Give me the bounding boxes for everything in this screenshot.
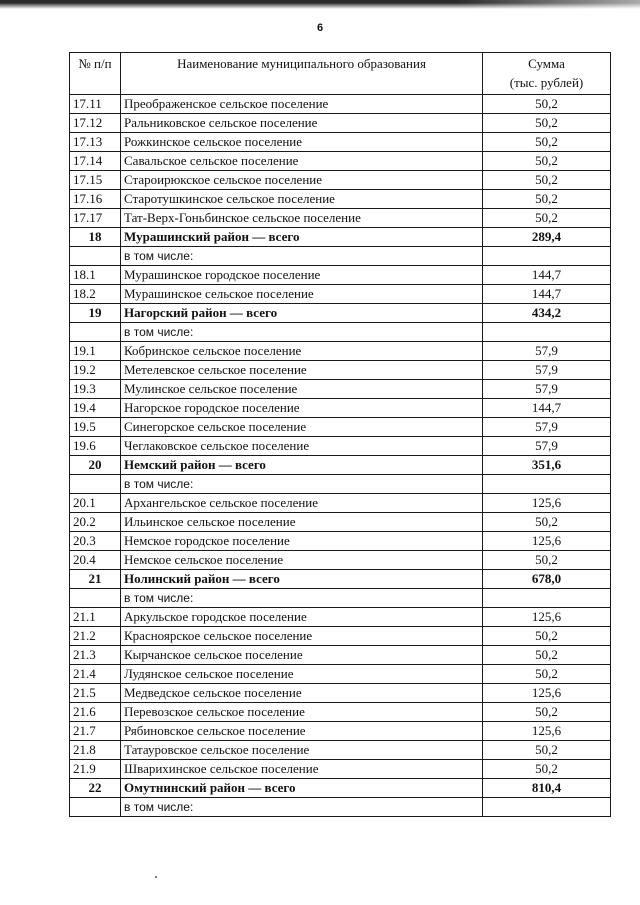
municipality-name: Ильинское сельское поселение <box>121 513 483 532</box>
row-sum: 50,2 <box>483 190 611 209</box>
row-number: 17.15 <box>70 171 121 190</box>
row-sum: 144,7 <box>483 399 611 418</box>
table-row <box>70 760 611 779</box>
row-sum: 50,2 <box>483 171 611 190</box>
row-sum: 50,2 <box>483 114 611 133</box>
row-sum <box>483 475 611 494</box>
table-row <box>70 342 611 361</box>
table-row <box>70 399 611 418</box>
table-row <box>70 608 611 627</box>
row-number <box>70 247 121 266</box>
row-number: 17.16 <box>70 190 121 209</box>
table-row <box>70 418 611 437</box>
row-number: 20.4 <box>70 551 121 570</box>
row-sum: 50,2 <box>483 133 611 152</box>
row-sum: 351,6 <box>483 456 611 475</box>
municipality-name: Немский район — всего <box>121 456 483 475</box>
table-row <box>70 703 611 722</box>
district-total-row <box>70 304 611 323</box>
municipality-name: Медведское сельское поселение <box>121 684 483 703</box>
header-municipality-name: Наименование муниципального образования <box>121 53 483 95</box>
municipality-name: в том числе: <box>121 247 483 266</box>
row-sum: 50,2 <box>483 551 611 570</box>
district-total-row <box>70 228 611 247</box>
municipality-name: Немское городское поселение <box>121 532 483 551</box>
row-sum: 50,2 <box>483 152 611 171</box>
row-number <box>70 589 121 608</box>
header-sum-line1: Сумма <box>528 56 565 71</box>
row-number: 17.11 <box>70 95 121 114</box>
row-number: 18.1 <box>70 266 121 285</box>
row-sum: 57,9 <box>483 361 611 380</box>
row-sum: 50,2 <box>483 646 611 665</box>
municipality-name: Нагорский район — всего <box>121 304 483 323</box>
row-number: 18.2 <box>70 285 121 304</box>
row-number: 21 <box>70 570 121 589</box>
table-row <box>70 513 611 532</box>
district-total-row <box>70 779 611 798</box>
row-number: 17.17 <box>70 209 121 228</box>
municipality-name: Чеглаковское сельское поселение <box>121 437 483 456</box>
table-row <box>70 380 611 399</box>
row-number: 19 <box>70 304 121 323</box>
row-number: 21.4 <box>70 665 121 684</box>
table-row <box>70 171 611 190</box>
municipality-name: Архангельское сельское поселение <box>121 494 483 513</box>
table-row <box>70 95 611 114</box>
row-number: 19.3 <box>70 380 121 399</box>
header-sum <box>483 53 611 95</box>
municipality-name: Кобринское сельское поселение <box>121 342 483 361</box>
row-sum: 125,6 <box>483 684 611 703</box>
municipality-name: Шварихинское сельское поселение <box>121 760 483 779</box>
row-number: 21.7 <box>70 722 121 741</box>
row-sum: 125,6 <box>483 532 611 551</box>
municipality-name: Старотушкинское сельское поселение <box>121 190 483 209</box>
row-sum: 50,2 <box>483 741 611 760</box>
row-number: 21.2 <box>70 627 121 646</box>
row-number: 19.2 <box>70 361 121 380</box>
row-sum: 434,2 <box>483 304 611 323</box>
municipality-name: Тат-Верх-Гоньбинское сельское поселение <box>121 209 483 228</box>
row-sum: 144,7 <box>483 285 611 304</box>
municipality-name: Татауровское сельское поселение <box>121 741 483 760</box>
row-number: 20.1 <box>70 494 121 513</box>
row-sum: 125,6 <box>483 608 611 627</box>
table-row <box>70 684 611 703</box>
table-row <box>70 532 611 551</box>
municipality-name: Ральниковское сельское поселение <box>121 114 483 133</box>
row-sum <box>483 323 611 342</box>
header-sum-line2: (тыс. рублей) <box>509 75 584 90</box>
row-number: 19.5 <box>70 418 121 437</box>
table-body <box>70 95 611 817</box>
row-sum: 57,9 <box>483 342 611 361</box>
row-sum: 50,2 <box>483 209 611 228</box>
row-sum: 50,2 <box>483 703 611 722</box>
row-number: 20 <box>70 456 121 475</box>
municipality-name: в том числе: <box>121 798 483 817</box>
including-row <box>70 475 611 494</box>
page-number: 6 <box>316 22 324 34</box>
municipality-name: Мулинское сельское поселение <box>121 380 483 399</box>
row-number: 17.12 <box>70 114 121 133</box>
municipality-name: Рябиновское сельское поселение <box>121 722 483 741</box>
municipality-name: Мурашинское сельское поселение <box>121 285 483 304</box>
row-sum <box>483 589 611 608</box>
municipality-name: Нагорское городское поселение <box>121 399 483 418</box>
table-row <box>70 152 611 171</box>
municipality-name: Савальское сельское поселение <box>121 152 483 171</box>
row-number: 21.6 <box>70 703 121 722</box>
row-number: 21.1 <box>70 608 121 627</box>
table-row <box>70 437 611 456</box>
row-sum: 57,9 <box>483 437 611 456</box>
municipality-name: Синегорское сельское поселение <box>121 418 483 437</box>
table-row <box>70 722 611 741</box>
row-sum: 57,9 <box>483 380 611 399</box>
table-row <box>70 266 611 285</box>
row-sum <box>483 247 611 266</box>
row-number: 21.5 <box>70 684 121 703</box>
including-row <box>70 247 611 266</box>
row-sum: 50,2 <box>483 665 611 684</box>
table-row <box>70 665 611 684</box>
municipality-name: Метелевское сельское поселение <box>121 361 483 380</box>
row-sum: 810,4 <box>483 779 611 798</box>
row-number: 17.13 <box>70 133 121 152</box>
table-row <box>70 190 611 209</box>
row-sum: 50,2 <box>483 627 611 646</box>
budget-allocation-table <box>69 52 611 817</box>
table-row <box>70 285 611 304</box>
municipality-name: Перевозское сельское поселение <box>121 703 483 722</box>
table-row <box>70 361 611 380</box>
scan-speck <box>155 876 157 878</box>
row-number <box>70 475 121 494</box>
municipality-name: Нолинский район — всего <box>121 570 483 589</box>
municipality-name: в том числе: <box>121 475 483 494</box>
table-row <box>70 209 611 228</box>
row-number <box>70 323 121 342</box>
row-number: 19.6 <box>70 437 121 456</box>
row-sum: 50,2 <box>483 95 611 114</box>
row-sum: 57,9 <box>483 418 611 437</box>
table-row <box>70 551 611 570</box>
scan-top-edge-fade <box>455 0 640 9</box>
municipality-name: Лудянское сельское поселение <box>121 665 483 684</box>
row-number: 22 <box>70 779 121 798</box>
table-row <box>70 646 611 665</box>
municipality-name: Староирюкское сельское поселение <box>121 171 483 190</box>
row-sum: 50,2 <box>483 760 611 779</box>
row-number: 20.2 <box>70 513 121 532</box>
header-number: № п/п <box>70 53 121 95</box>
row-sum <box>483 798 611 817</box>
municipality-name: Кырчанское сельское поселение <box>121 646 483 665</box>
municipality-name: Рожкинское сельское поселение <box>121 133 483 152</box>
row-number: 19.1 <box>70 342 121 361</box>
row-number: 21.3 <box>70 646 121 665</box>
municipality-name: Красноярское сельское поселение <box>121 627 483 646</box>
municipality-name: Мурашинское городское поселение <box>121 266 483 285</box>
including-row <box>70 589 611 608</box>
row-number: 21.8 <box>70 741 121 760</box>
row-sum: 125,6 <box>483 494 611 513</box>
table-row <box>70 133 611 152</box>
municipality-name: Преображенское сельское поселение <box>121 95 483 114</box>
table-row <box>70 494 611 513</box>
including-row <box>70 323 611 342</box>
municipality-name: Мурашинский район — всего <box>121 228 483 247</box>
district-total-row <box>70 456 611 475</box>
table-row <box>70 114 611 133</box>
row-number: 18 <box>70 228 121 247</box>
row-sum: 678,0 <box>483 570 611 589</box>
row-sum: 289,4 <box>483 228 611 247</box>
including-row <box>70 798 611 817</box>
municipality-name: Немское сельское поселение <box>121 551 483 570</box>
municipality-name: Омутнинский район — всего <box>121 779 483 798</box>
table-header-row <box>70 53 611 95</box>
row-number <box>70 798 121 817</box>
municipality-name: в том числе: <box>121 589 483 608</box>
row-number: 21.9 <box>70 760 121 779</box>
district-total-row <box>70 570 611 589</box>
row-sum: 125,6 <box>483 722 611 741</box>
row-number: 17.14 <box>70 152 121 171</box>
row-number: 19.4 <box>70 399 121 418</box>
municipality-name: в том числе: <box>121 323 483 342</box>
municipality-name: Аркульское городское поселение <box>121 608 483 627</box>
table-row <box>70 741 611 760</box>
row-sum: 144,7 <box>483 266 611 285</box>
row-number: 20.3 <box>70 532 121 551</box>
table-row <box>70 627 611 646</box>
row-sum: 50,2 <box>483 513 611 532</box>
